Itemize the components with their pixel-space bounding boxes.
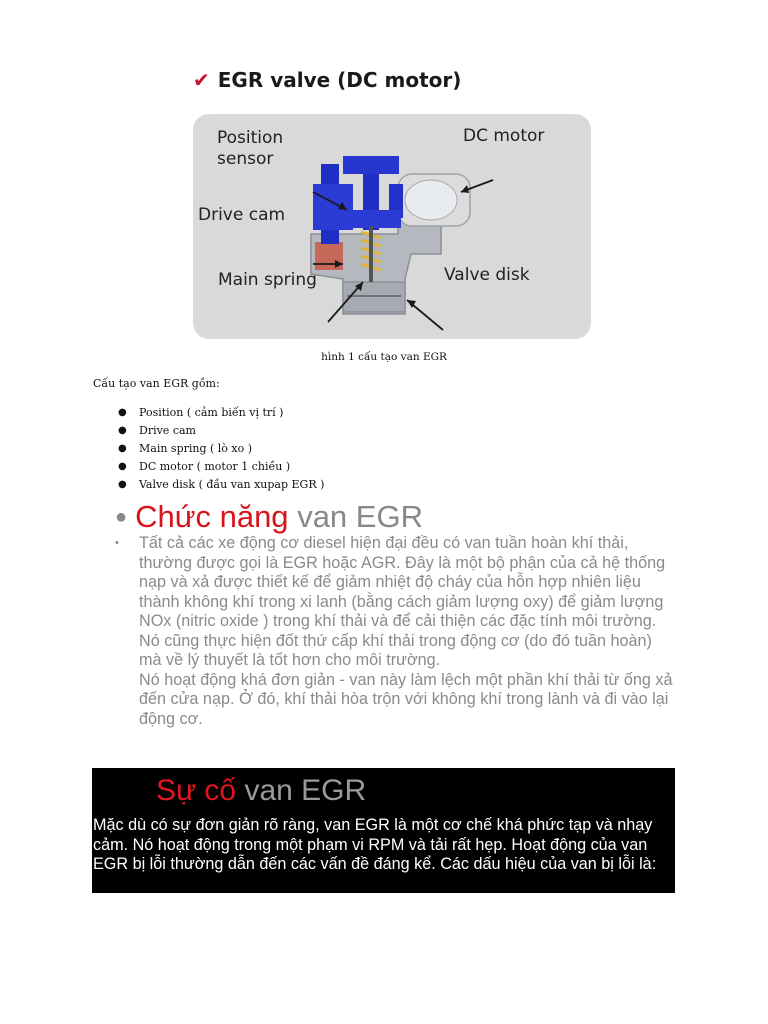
label-drive-cam: Drive cam xyxy=(198,205,286,225)
figure-title: ✔ EGR valve (DC motor) xyxy=(193,68,462,92)
function-heading: ● Chức năng van EGR xyxy=(115,499,423,534)
list-item: ● Main spring ( lò xo ) xyxy=(118,440,324,458)
function-body xyxy=(115,534,675,729)
parts-list xyxy=(118,404,324,494)
figure-caption: hình 1 cấu tạo van EGR xyxy=(321,351,447,363)
figure-diagram-panel xyxy=(193,114,591,339)
bullet-icon: • xyxy=(115,537,119,549)
parts-intro: Cấu tạo van EGR gồm: xyxy=(93,377,220,390)
function-section xyxy=(115,498,675,729)
label-valve-disk: Valve disk xyxy=(444,265,530,285)
bullet-icon: ● xyxy=(118,443,127,454)
list-item: ● Drive cam xyxy=(118,422,324,440)
list-item: ● Valve disk ( đầu van xupap EGR ) xyxy=(118,476,324,494)
failure-section xyxy=(92,768,675,893)
checkmark-icon: ✔ xyxy=(193,68,210,92)
failure-paragraph: Mặc dù có sự đơn giản rõ ràng, van EGR là một cơ chế khá phức tạp và nhạy cảm. Nó hoạt động trong một phạm vi RPM và tải rất hẹp. Hoạt động của van EGR bị lỗi thường dẫn đến các vấn đề đáng kể. Các dấu hiệu của van bị lỗi là: xyxy=(93,816,657,874)
bullet-icon: ● xyxy=(118,407,127,418)
function-paragraph-1: Tất cả các xe động cơ diesel hiện đại đều có van tuần hoàn khí thải, thường được gọi là EGR hoặc AGR. Đây là một bộ phận của cả hệ thống nạp và xả được thiết kế để giảm nhiệt độ cháy của hỗn hợp nhiên liệu thành không khí trong xi lanh (bằng cách giảm lượng oxy) để giảm lượng NOx (nitric oxide ) trong khí thải và để cải thiện các đặc tính môi trường. Nó cũng thực hiện đốt thứ cấp khí thải trong động cơ (do đó tuần hoàn) mà về lý thuyết là tốt hơn cho môi trường. xyxy=(139,534,666,669)
bullet-icon: ● xyxy=(118,461,127,472)
label-dc-motor: DC motor xyxy=(463,126,545,146)
egr-valve-figure xyxy=(193,62,591,339)
list-item: ● Position ( cảm biến vị trí ) xyxy=(118,404,324,422)
function-paragraph-2: Nó hoạt động khá đơn giản - van này làm lệch một phần khí thải từ ống xả đến cửa nạp. Ở đó, khí thải hòa trộn với không khí trong lành và đi vào lại động cơ. xyxy=(139,670,673,728)
label-main-spring: Main spring xyxy=(218,270,317,290)
list-item: ● DC motor ( motor 1 chiều ) xyxy=(118,458,324,476)
bullet-icon: ● xyxy=(118,479,127,490)
label-position-sensor: Position sensor xyxy=(217,128,284,169)
bullet-icon: ● xyxy=(118,425,127,436)
bullet-icon: ● xyxy=(115,506,128,528)
failure-heading: Sự cố van EGR xyxy=(156,774,367,807)
